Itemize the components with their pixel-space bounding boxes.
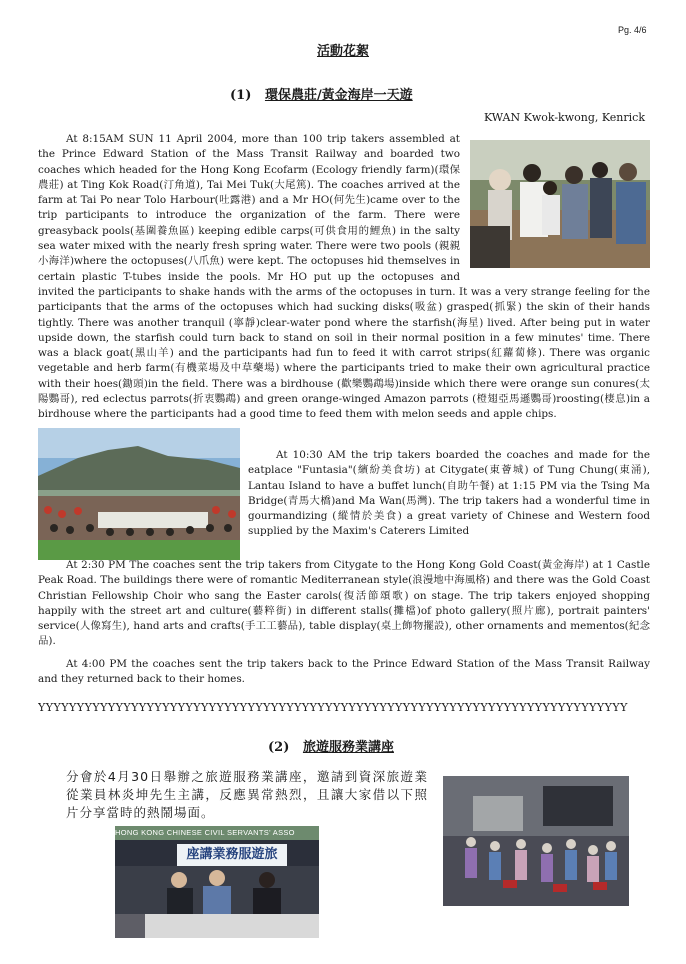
farm-octopus-photo	[470, 140, 650, 268]
banner-text: HONG KONG CHINESE CIVIL SERVANTS' ASSO	[115, 826, 319, 840]
article1-para3: At 2:30 PM The coaches sent the trip takers from Citygate to the Hong Kong Gold Coast(黃金海岸) at 1 Castle Peak Road. The buildings there were of romantic Mediterranean style(浪漫地中海風格) and there was the Gold Coast Christian Fellowship Choir who sang the Easter carols(復活節頌歌) on stage. The trip takers enjoyed shopping happily with the street art and culture(藝粹街) in different stalls(攤檔)of photo gallery(照片廊), portrait painters' service(人像寫生), hand arts and crafts(手工工藝品), table display(桌上飾物擺設), other ornaments and mementos(紀念品).	[38, 559, 650, 648]
article1-title: 環保農莊/黃金海岸一天遊	[264, 88, 413, 103]
article1-para1-text: At 8:15AM SUN 11 April 2004, more than 100 trip takers assembled at the Prince Edward Station of the Mass Transit Railway and boarded two coaches which headed for the Hong Kong Ecofarm (Ecology friendly farm)(環保農莊) at Ting Kok Road(汀角道), Tai Mei Tuk(大尾篤). The coaches arrived at the farm at Tai Po near Tolo Harbour(吐露港) and a Mr HO(何先生)came over to the trip participants to introduce the organization of the farm. There were greasyback pools(基圍養魚區) keeping edible carps(可供食用的鯉魚) in the salty sea water mixed with the nearly fresh spring water. There were two pools (親親小海洋)where the octopuses(八爪魚) were kept. The octopuses hid themselves in certain plastic T-tubes inside the pools. Mr HO put up the octopuses and invited the participants to shake hands with the arms of the octopuses in turn. It was a very strange feeling for the participants that the arms of the octopuses which had sucking disks(吸盆) grasped(抓緊) the skin of their hands tightly. There was another tranquil (寧靜)clear-water pond where the starfish(海星) lived. After being put in water upside down, the starfish could turn back to stand on soil in their normal position in a few minutes' time. There was a black goat(黑山羊) and the participants had fun to feed it with carrot strips(紅蘿蔔條). There was organic vegetable and herb farm(有機菜場及中草藥場) where the participants tried to make their own agricultural practice with their hoes(鋤頭)in the field. There was a birdhouse (歡樂鸚鵡場)inside which there were orange sun conures(太陽鸚哥), red eclectus parrots(折衷鸚鵡) and green orange-winged Amazon parrots (橙翅亞馬遜鸚哥)roosting(棲息)in a birdhouse where the participants had a good time to feed them with melon seeds and apple chips.	[38, 133, 650, 421]
group-photo	[38, 428, 240, 560]
section-heading: 活動花絮	[316, 44, 369, 59]
article1-number: (1)	[230, 88, 252, 103]
decorative-divider: ΥΥΥΥΥΥΥΥΥΥΥΥΥΥΥΥΥΥΥΥΥΥΥΥΥΥΥΥΥΥΥΥΥΥΥΥΥΥΥΥΥΥΥΥΥΥΥΥΥΥΥΥΥΥΥΥΥΥΥΥΥΥΥΥΥΥΥΥΥΥΥΥΥΥΥΥ	[38, 701, 628, 714]
seminar-sign-text: 座講業務服遊旅	[177, 844, 287, 866]
article1-heading	[230, 84, 413, 103]
article2-heading	[268, 736, 394, 755]
seminar-speakers-photo	[115, 826, 319, 938]
seminar-audience-photo	[443, 776, 629, 906]
article1-para1	[38, 132, 650, 423]
article1-author: KWAN Kwok-kwong, Kenrick	[483, 111, 645, 124]
speakers-figures	[115, 866, 319, 938]
article2-body: 分會於4月30日舉辦之旅遊服務業講座，邀請到資深旅遊業從業員林炎坤先生主講，反應異常熱烈，且讓大家借以下照片分享當時的熱鬧場面。	[66, 769, 428, 820]
article2-title: 旅遊服務業講座	[302, 740, 394, 755]
article1-para2: At 10:30 AM the trip takers boarded the coaches and made for the eatplace "Funtasia"(繽紛美食坊) at Citygate(東薈城) of Tung Chung(東涌), Lantau Island to have a buffet lunch(自助午餐) at 1:15 PM via the Tsing Ma Bridge(青馬大橋)and Ma Wan(馬灣). The trip takers had a wonderful time in gourmandizing (縱情於美食) a great variety of Chinese and Western food supplied by the Maxim's Caterers Limited	[248, 449, 650, 538]
article1-para4: At 4:00 PM the coaches sent the trip takers back to the Prince Edward Station of the Mass Transit Railway and they returned back to their homes.	[38, 658, 650, 686]
article2-number: (2)	[268, 740, 290, 755]
page-number: Pg. 4/6	[618, 25, 647, 35]
